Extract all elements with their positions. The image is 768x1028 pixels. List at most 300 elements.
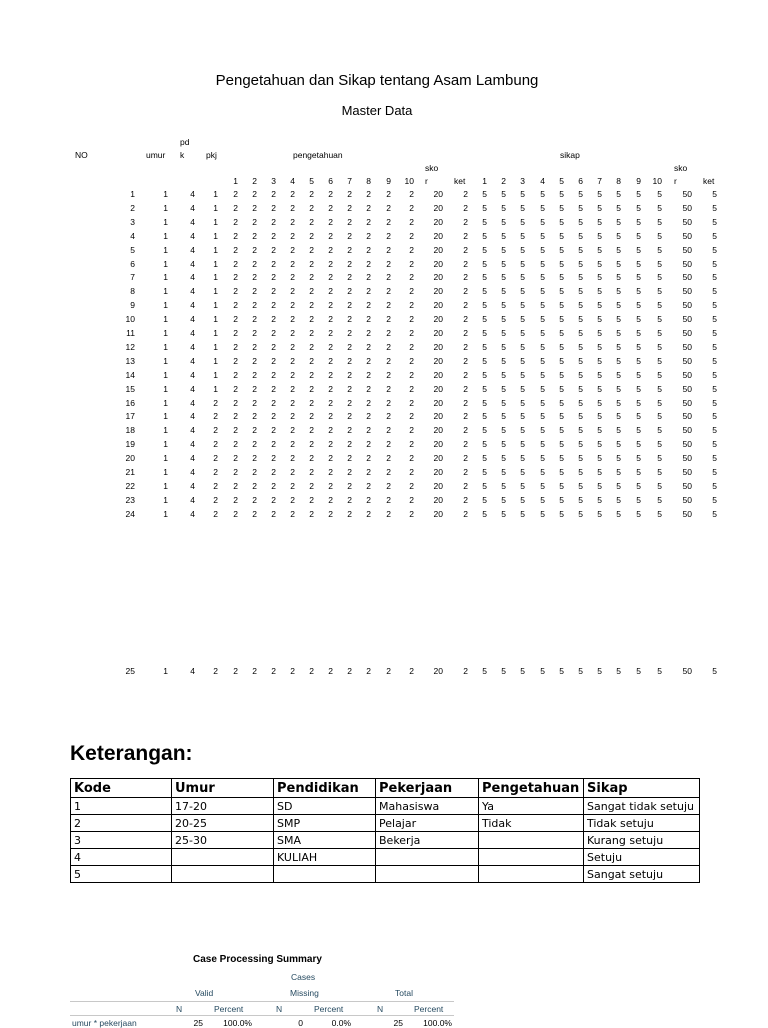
row-pengetahuan-value: 2 bbox=[347, 300, 352, 311]
row-pengetahuan-ket: 2 bbox=[463, 453, 468, 464]
row-pekerjaan: 1 bbox=[213, 383, 218, 394]
row-sikap-value: 5 bbox=[482, 230, 487, 241]
row-sikap-value: 5 bbox=[578, 425, 583, 436]
row-pendidikan: 4 bbox=[190, 216, 195, 227]
row-sikap-skor: 50 bbox=[682, 272, 692, 283]
row-pekerjaan: 2 bbox=[213, 467, 218, 477]
row-pendidikan: 4 bbox=[190, 272, 195, 283]
row-sikap-value: 5 bbox=[540, 494, 545, 505]
row-sikap-value: 5 bbox=[559, 508, 564, 519]
keterangan-cell: KULIAH bbox=[274, 849, 376, 866]
row-sikap-value: 5 bbox=[616, 244, 621, 255]
row-sikap-value: 5 bbox=[559, 216, 564, 227]
row-pengetahuan-value: 2 bbox=[328, 467, 333, 477]
row-sikap-value: 5 bbox=[482, 425, 487, 436]
row-sikap-ket: 5 bbox=[712, 341, 717, 352]
row-sikap-value: 5 bbox=[559, 369, 564, 380]
row-sikap-value: 5 bbox=[616, 286, 621, 297]
row-sikap-value: 5 bbox=[636, 508, 641, 519]
row-sikap-value: 5 bbox=[616, 314, 621, 325]
row-pengetahuan-value: 2 bbox=[290, 453, 295, 464]
row-pekerjaan: 1 bbox=[213, 216, 218, 227]
row-no: 13 bbox=[125, 355, 135, 366]
row-pengetahuan-value: 2 bbox=[366, 369, 371, 380]
keterangan-cell: 5 bbox=[71, 866, 172, 883]
row-pengetahuan-value: 2 bbox=[309, 314, 314, 325]
row-pengetahuan-value: 2 bbox=[386, 244, 391, 255]
row-pendidikan: 4 bbox=[190, 369, 195, 380]
row-pendidikan: 4 bbox=[190, 666, 195, 676]
header-pengetahuan-item: 6 bbox=[328, 176, 333, 186]
keterangan-cell bbox=[172, 866, 274, 883]
row-pekerjaan: 2 bbox=[213, 666, 218, 676]
row-pengetahuan-value: 2 bbox=[309, 369, 314, 380]
row-pengetahuan-value: 2 bbox=[290, 328, 295, 338]
row-umur: 1 bbox=[163, 494, 168, 505]
row-sikap-value: 5 bbox=[482, 453, 487, 464]
row-pendidikan: 4 bbox=[190, 300, 195, 311]
row-pengetahuan-value: 2 bbox=[328, 425, 333, 436]
row-pengetahuan-value: 2 bbox=[271, 494, 276, 505]
keterangan-cell: Sangat tidak setuju bbox=[584, 798, 700, 815]
row-sikap-value: 5 bbox=[501, 453, 506, 464]
row-pengetahuan-value: 2 bbox=[366, 202, 371, 213]
row-sikap-value: 5 bbox=[559, 341, 564, 352]
row-sikap-skor: 50 bbox=[682, 341, 692, 352]
row-pengetahuan-value: 2 bbox=[233, 355, 238, 366]
row-sikap-value: 5 bbox=[616, 328, 621, 338]
row-pengetahuan-ket: 2 bbox=[463, 216, 468, 227]
row-pengetahuan-value: 2 bbox=[328, 666, 333, 676]
row-pengetahuan-skor: 20 bbox=[433, 355, 443, 366]
row-sikap-value: 5 bbox=[559, 314, 564, 325]
row-pengetahuan-value: 2 bbox=[290, 244, 295, 255]
row-sikap-value: 5 bbox=[540, 216, 545, 227]
row-sikap-skor: 50 bbox=[682, 480, 692, 491]
row-no: 22 bbox=[125, 480, 135, 491]
row-sikap-value: 5 bbox=[482, 216, 487, 227]
row-pengetahuan-value: 2 bbox=[409, 328, 414, 338]
row-pengetahuan-value: 2 bbox=[386, 189, 391, 199]
row-sikap-ket: 5 bbox=[712, 508, 717, 519]
row-pengetahuan-value: 2 bbox=[386, 369, 391, 380]
row-pekerjaan: 1 bbox=[213, 369, 218, 380]
row-pengetahuan-value: 2 bbox=[252, 439, 257, 450]
row-pendidikan: 4 bbox=[190, 258, 195, 269]
row-pengetahuan-value: 2 bbox=[366, 341, 371, 352]
row-sikap-value: 5 bbox=[597, 439, 602, 450]
row-sikap-value: 5 bbox=[597, 314, 602, 325]
row-pengetahuan-value: 2 bbox=[386, 383, 391, 394]
header-skor: sko bbox=[425, 163, 439, 173]
row-pengetahuan-ket: 2 bbox=[463, 383, 468, 394]
row-sikap-skor: 50 bbox=[682, 258, 692, 269]
header-sikap-item: 4 bbox=[540, 176, 545, 186]
row-pengetahuan-value: 2 bbox=[290, 258, 295, 269]
row-sikap-value: 5 bbox=[597, 300, 602, 311]
row-sikap-value: 5 bbox=[501, 244, 506, 255]
row-pengetahuan-value: 2 bbox=[347, 467, 352, 477]
row-sikap-value: 5 bbox=[578, 230, 583, 241]
row-sikap-value: 5 bbox=[616, 355, 621, 366]
row-sikap-value: 5 bbox=[559, 383, 564, 394]
row-pengetahuan-value: 2 bbox=[386, 230, 391, 241]
row-sikap-value: 5 bbox=[540, 314, 545, 325]
row-pengetahuan-value: 2 bbox=[309, 397, 314, 408]
row-pengetahuan-value: 2 bbox=[233, 383, 238, 394]
row-pengetahuan-value: 2 bbox=[409, 453, 414, 464]
header-pengetahuan-item: 9 bbox=[386, 176, 391, 186]
row-pengetahuan-value: 2 bbox=[366, 467, 371, 477]
row-sikap-ket: 5 bbox=[712, 494, 717, 505]
row-pengetahuan-value: 2 bbox=[347, 244, 352, 255]
keterangan-header-cell: Kode bbox=[71, 779, 172, 798]
row-sikap-ket: 5 bbox=[712, 411, 717, 422]
row-sikap-value: 5 bbox=[559, 467, 564, 477]
row-no: 6 bbox=[130, 258, 135, 269]
row-sikap-skor: 50 bbox=[682, 453, 692, 464]
row-pengetahuan-value: 2 bbox=[366, 397, 371, 408]
row-pengetahuan-skor: 20 bbox=[433, 286, 443, 297]
row-pengetahuan-value: 2 bbox=[233, 314, 238, 325]
row-pengetahuan-skor: 20 bbox=[433, 425, 443, 436]
row-no: 19 bbox=[125, 439, 135, 450]
row-sikap-value: 5 bbox=[597, 341, 602, 352]
row-pengetahuan-value: 2 bbox=[252, 494, 257, 505]
row-pengetahuan-value: 2 bbox=[347, 341, 352, 352]
row-sikap-value: 5 bbox=[657, 369, 662, 380]
row-pengetahuan-value: 2 bbox=[290, 494, 295, 505]
row-pengetahuan-value: 2 bbox=[309, 453, 314, 464]
row-pengetahuan-value: 2 bbox=[347, 369, 352, 380]
row-sikap-value: 5 bbox=[616, 230, 621, 241]
row-sikap-skor: 50 bbox=[682, 286, 692, 297]
row-no: 25 bbox=[125, 666, 135, 676]
row-sikap-value: 5 bbox=[520, 189, 525, 199]
row-pengetahuan-value: 2 bbox=[271, 300, 276, 311]
row-pengetahuan-value: 2 bbox=[328, 189, 333, 199]
row-sikap-value: 5 bbox=[482, 439, 487, 450]
row-umur: 1 bbox=[163, 244, 168, 255]
row-sikap-value: 5 bbox=[616, 300, 621, 311]
row-sikap-value: 5 bbox=[657, 230, 662, 241]
row-no: 5 bbox=[130, 244, 135, 255]
row-sikap-ket: 5 bbox=[712, 258, 717, 269]
keterangan-cell: Sangat setuju bbox=[584, 866, 700, 883]
row-pengetahuan-value: 2 bbox=[409, 314, 414, 325]
case-processing-summary-title: Case Processing Summary bbox=[193, 954, 322, 965]
row-sikap-value: 5 bbox=[636, 494, 641, 505]
keterangan-header-cell: Pekerjaan bbox=[376, 779, 479, 798]
row-pengetahuan-value: 2 bbox=[328, 300, 333, 311]
row-umur: 1 bbox=[163, 202, 168, 213]
row-sikap-value: 5 bbox=[501, 397, 506, 408]
row-sikap-value: 5 bbox=[616, 202, 621, 213]
row-pengetahuan-value: 2 bbox=[290, 508, 295, 519]
row-sikap-value: 5 bbox=[501, 383, 506, 394]
row-sikap-value: 5 bbox=[540, 425, 545, 436]
row-pengetahuan-value: 2 bbox=[271, 453, 276, 464]
row-pengetahuan-value: 2 bbox=[409, 341, 414, 352]
row-sikap-value: 5 bbox=[636, 666, 641, 676]
header-sikap-item: 2 bbox=[501, 176, 506, 186]
row-sikap-value: 5 bbox=[636, 355, 641, 366]
row-pengetahuan-value: 2 bbox=[409, 244, 414, 255]
row-pengetahuan-value: 2 bbox=[347, 397, 352, 408]
row-sikap-value: 5 bbox=[657, 453, 662, 464]
row-pengetahuan-ket: 2 bbox=[463, 355, 468, 366]
row-sikap-value: 5 bbox=[559, 453, 564, 464]
row-pendidikan: 4 bbox=[190, 314, 195, 325]
row-sikap-value: 5 bbox=[597, 397, 602, 408]
row-pendidikan: 4 bbox=[190, 397, 195, 408]
row-sikap-value: 5 bbox=[597, 480, 602, 491]
row-pengetahuan-value: 2 bbox=[366, 425, 371, 436]
row-pengetahuan-value: 2 bbox=[252, 216, 257, 227]
row-pengetahuan-value: 2 bbox=[271, 341, 276, 352]
row-pengetahuan-value: 2 bbox=[386, 328, 391, 338]
row-pengetahuan-value: 2 bbox=[309, 480, 314, 491]
row-pengetahuan-value: 2 bbox=[290, 216, 295, 227]
row-pengetahuan-value: 2 bbox=[290, 411, 295, 422]
row-pengetahuan-value: 2 bbox=[309, 383, 314, 394]
row-sikap-value: 5 bbox=[636, 202, 641, 213]
row-sikap-value: 5 bbox=[482, 328, 487, 338]
row-sikap-value: 5 bbox=[501, 411, 506, 422]
row-pengetahuan-value: 2 bbox=[271, 355, 276, 366]
keterangan-cell: Bekerja bbox=[376, 832, 479, 849]
row-sikap-value: 5 bbox=[559, 258, 564, 269]
row-sikap-value: 5 bbox=[520, 341, 525, 352]
row-sikap-value: 5 bbox=[578, 369, 583, 380]
row-pengetahuan-value: 2 bbox=[252, 411, 257, 422]
row-sikap-ket: 5 bbox=[712, 453, 717, 464]
row-sikap-value: 5 bbox=[482, 258, 487, 269]
row-sikap-ket: 5 bbox=[712, 314, 717, 325]
row-pengetahuan-skor: 20 bbox=[433, 202, 443, 213]
row-pekerjaan: 2 bbox=[213, 453, 218, 464]
row-umur: 1 bbox=[163, 286, 168, 297]
row-sikap-value: 5 bbox=[636, 397, 641, 408]
row-sikap-ket: 5 bbox=[712, 328, 717, 338]
keterangan-cell: SMP bbox=[274, 815, 376, 832]
header-sikap-item: 6 bbox=[578, 176, 583, 186]
keterangan-cell: 25-30 bbox=[172, 832, 274, 849]
row-sikap-value: 5 bbox=[578, 411, 583, 422]
row-sikap-skor: 50 bbox=[682, 216, 692, 227]
row-pekerjaan: 2 bbox=[213, 425, 218, 436]
row-pengetahuan-value: 2 bbox=[347, 314, 352, 325]
row-pengetahuan-skor: 20 bbox=[433, 666, 443, 676]
row-sikap-value: 5 bbox=[578, 189, 583, 199]
keterangan-header-cell: Pengetahuan bbox=[479, 779, 584, 798]
row-pendidikan: 4 bbox=[190, 439, 195, 450]
row-umur: 1 bbox=[163, 369, 168, 380]
row-pengetahuan-value: 2 bbox=[271, 397, 276, 408]
row-pengetahuan-value: 2 bbox=[386, 216, 391, 227]
row-pengetahuan-value: 2 bbox=[409, 439, 414, 450]
row-sikap-value: 5 bbox=[578, 328, 583, 338]
row-sikap-value: 5 bbox=[616, 508, 621, 519]
row-pendidikan: 4 bbox=[190, 244, 195, 255]
row-pengetahuan-value: 2 bbox=[233, 258, 238, 269]
row-sikap-value: 5 bbox=[578, 480, 583, 491]
header-sikap-item: 7 bbox=[597, 176, 602, 186]
row-sikap-value: 5 bbox=[636, 480, 641, 491]
row-pengetahuan-value: 2 bbox=[252, 300, 257, 311]
row-sikap-value: 5 bbox=[501, 355, 506, 366]
row-pengetahuan-value: 2 bbox=[328, 286, 333, 297]
row-sikap-value: 5 bbox=[520, 369, 525, 380]
row-pengetahuan-value: 2 bbox=[309, 508, 314, 519]
keterangan-cell: 1 bbox=[71, 798, 172, 815]
row-sikap-value: 5 bbox=[520, 216, 525, 227]
row-pengetahuan-value: 2 bbox=[409, 300, 414, 311]
row-pengetahuan-value: 2 bbox=[328, 202, 333, 213]
row-sikap-value: 5 bbox=[597, 258, 602, 269]
row-pengetahuan-value: 2 bbox=[290, 286, 295, 297]
row-sikap-value: 5 bbox=[520, 411, 525, 422]
row-pengetahuan-value: 2 bbox=[347, 494, 352, 505]
row-pengetahuan-value: 2 bbox=[409, 272, 414, 283]
keterangan-row bbox=[71, 832, 700, 849]
row-pengetahuan-value: 2 bbox=[409, 258, 414, 269]
row-pengetahuan-value: 2 bbox=[366, 244, 371, 255]
row-pengetahuan-value: 2 bbox=[409, 383, 414, 394]
header-pengetahuan: pengetahuan bbox=[293, 150, 343, 160]
row-sikap-value: 5 bbox=[520, 230, 525, 241]
row-sikap-ket: 5 bbox=[712, 397, 717, 408]
row-sikap-value: 5 bbox=[616, 480, 621, 491]
keterangan-cell: SMA bbox=[274, 832, 376, 849]
cps-row-label: umur * pekerjaan bbox=[72, 1018, 137, 1028]
row-sikap-ket: 5 bbox=[712, 666, 717, 676]
row-pengetahuan-value: 2 bbox=[386, 355, 391, 366]
row-pengetahuan-value: 2 bbox=[309, 286, 314, 297]
row-pengetahuan-skor: 20 bbox=[433, 508, 443, 519]
row-pengetahuan-value: 2 bbox=[386, 411, 391, 422]
document-subtitle: Master Data bbox=[341, 103, 413, 118]
row-pengetahuan-value: 2 bbox=[252, 397, 257, 408]
row-pengetahuan-value: 2 bbox=[309, 258, 314, 269]
row-pengetahuan-value: 2 bbox=[328, 411, 333, 422]
row-pengetahuan-value: 2 bbox=[271, 189, 276, 199]
row-pengetahuan-value: 2 bbox=[347, 411, 352, 422]
row-pengetahuan-value: 2 bbox=[386, 272, 391, 283]
row-pekerjaan: 2 bbox=[213, 411, 218, 422]
header-pengetahuan-item: 1 bbox=[233, 176, 238, 186]
row-pekerjaan: 2 bbox=[213, 439, 218, 450]
row-sikap-ket: 5 bbox=[712, 202, 717, 213]
cps-row-value: 100.0% bbox=[423, 1018, 452, 1028]
header-pdk: pd bbox=[180, 137, 190, 147]
row-sikap-ket: 5 bbox=[712, 216, 717, 227]
row-pengetahuan-skor: 20 bbox=[433, 397, 443, 408]
row-pengetahuan-value: 2 bbox=[252, 341, 257, 352]
row-pengetahuan-value: 2 bbox=[252, 355, 257, 366]
row-pengetahuan-value: 2 bbox=[271, 411, 276, 422]
row-pengetahuan-skor: 20 bbox=[433, 453, 443, 464]
header-sikap-item: 3 bbox=[520, 176, 525, 186]
row-sikap-skor: 50 bbox=[682, 300, 692, 311]
keterangan-header-cell: Umur bbox=[172, 779, 274, 798]
row-pengetahuan-value: 2 bbox=[309, 244, 314, 255]
header-skor: r bbox=[674, 176, 677, 186]
row-pengetahuan-value: 2 bbox=[409, 467, 414, 477]
row-sikap-value: 5 bbox=[559, 272, 564, 283]
document-title: Pengetahuan dan Sikap tentang Asam Lambung bbox=[215, 72, 539, 89]
row-sikap-value: 5 bbox=[559, 230, 564, 241]
row-pengetahuan-value: 2 bbox=[309, 341, 314, 352]
row-pengetahuan-ket: 2 bbox=[463, 369, 468, 380]
cps-cases-label: Cases bbox=[291, 972, 316, 982]
row-sikap-value: 5 bbox=[559, 300, 564, 311]
row-umur: 1 bbox=[163, 189, 168, 199]
row-pengetahuan-value: 2 bbox=[252, 272, 257, 283]
row-pengetahuan-value: 2 bbox=[290, 480, 295, 491]
row-pengetahuan-value: 2 bbox=[409, 397, 414, 408]
header-skor: sko bbox=[674, 163, 688, 173]
row-pengetahuan-value: 2 bbox=[252, 453, 257, 464]
row-pekerjaan: 1 bbox=[213, 272, 218, 283]
row-pengetahuan-value: 2 bbox=[290, 383, 295, 394]
row-sikap-value: 5 bbox=[636, 341, 641, 352]
row-pengetahuan-value: 2 bbox=[366, 383, 371, 394]
header-pengetahuan-item: 5 bbox=[309, 176, 314, 186]
keterangan-row bbox=[71, 798, 700, 815]
row-sikap-value: 5 bbox=[501, 480, 506, 491]
row-sikap-value: 5 bbox=[636, 230, 641, 241]
row-sikap-value: 5 bbox=[540, 272, 545, 283]
row-sikap-value: 5 bbox=[636, 328, 641, 338]
row-pengetahuan-value: 2 bbox=[328, 453, 333, 464]
keterangan-cell: Kurang setuju bbox=[584, 832, 700, 849]
row-sikap-value: 5 bbox=[616, 411, 621, 422]
row-pengetahuan-value: 2 bbox=[252, 258, 257, 269]
row-sikap-value: 5 bbox=[636, 453, 641, 464]
row-pengetahuan-value: 2 bbox=[347, 508, 352, 519]
row-pengetahuan-value: 2 bbox=[366, 439, 371, 450]
row-sikap-value: 5 bbox=[578, 383, 583, 394]
row-sikap-value: 5 bbox=[636, 300, 641, 311]
row-sikap-value: 5 bbox=[520, 244, 525, 255]
row-pengetahuan-value: 2 bbox=[409, 230, 414, 241]
row-sikap-value: 5 bbox=[540, 341, 545, 352]
row-pengetahuan-value: 2 bbox=[271, 286, 276, 297]
row-pengetahuan-value: 2 bbox=[290, 397, 295, 408]
row-sikap-value: 5 bbox=[540, 508, 545, 519]
keterangan-cell: Tidak setuju bbox=[584, 815, 700, 832]
keterangan-cell bbox=[479, 849, 584, 866]
row-umur: 1 bbox=[163, 508, 168, 519]
row-pengetahuan-value: 2 bbox=[271, 425, 276, 436]
keterangan-row bbox=[71, 849, 700, 866]
row-sikap-skor: 50 bbox=[682, 666, 692, 676]
row-no: 15 bbox=[125, 383, 135, 394]
row-sikap-value: 5 bbox=[482, 494, 487, 505]
row-sikap-skor: 50 bbox=[682, 355, 692, 366]
row-sikap-value: 5 bbox=[540, 230, 545, 241]
row-pengetahuan-value: 2 bbox=[252, 425, 257, 436]
header-pengetahuan-item: 8 bbox=[366, 176, 371, 186]
row-no: 10 bbox=[125, 314, 135, 325]
row-sikap-value: 5 bbox=[657, 244, 662, 255]
header-no: NO bbox=[75, 150, 88, 160]
row-pengetahuan-value: 2 bbox=[409, 216, 414, 227]
cps-total-label: Total bbox=[395, 988, 413, 998]
row-sikap-value: 5 bbox=[501, 300, 506, 311]
row-pengetahuan-value: 2 bbox=[366, 453, 371, 464]
